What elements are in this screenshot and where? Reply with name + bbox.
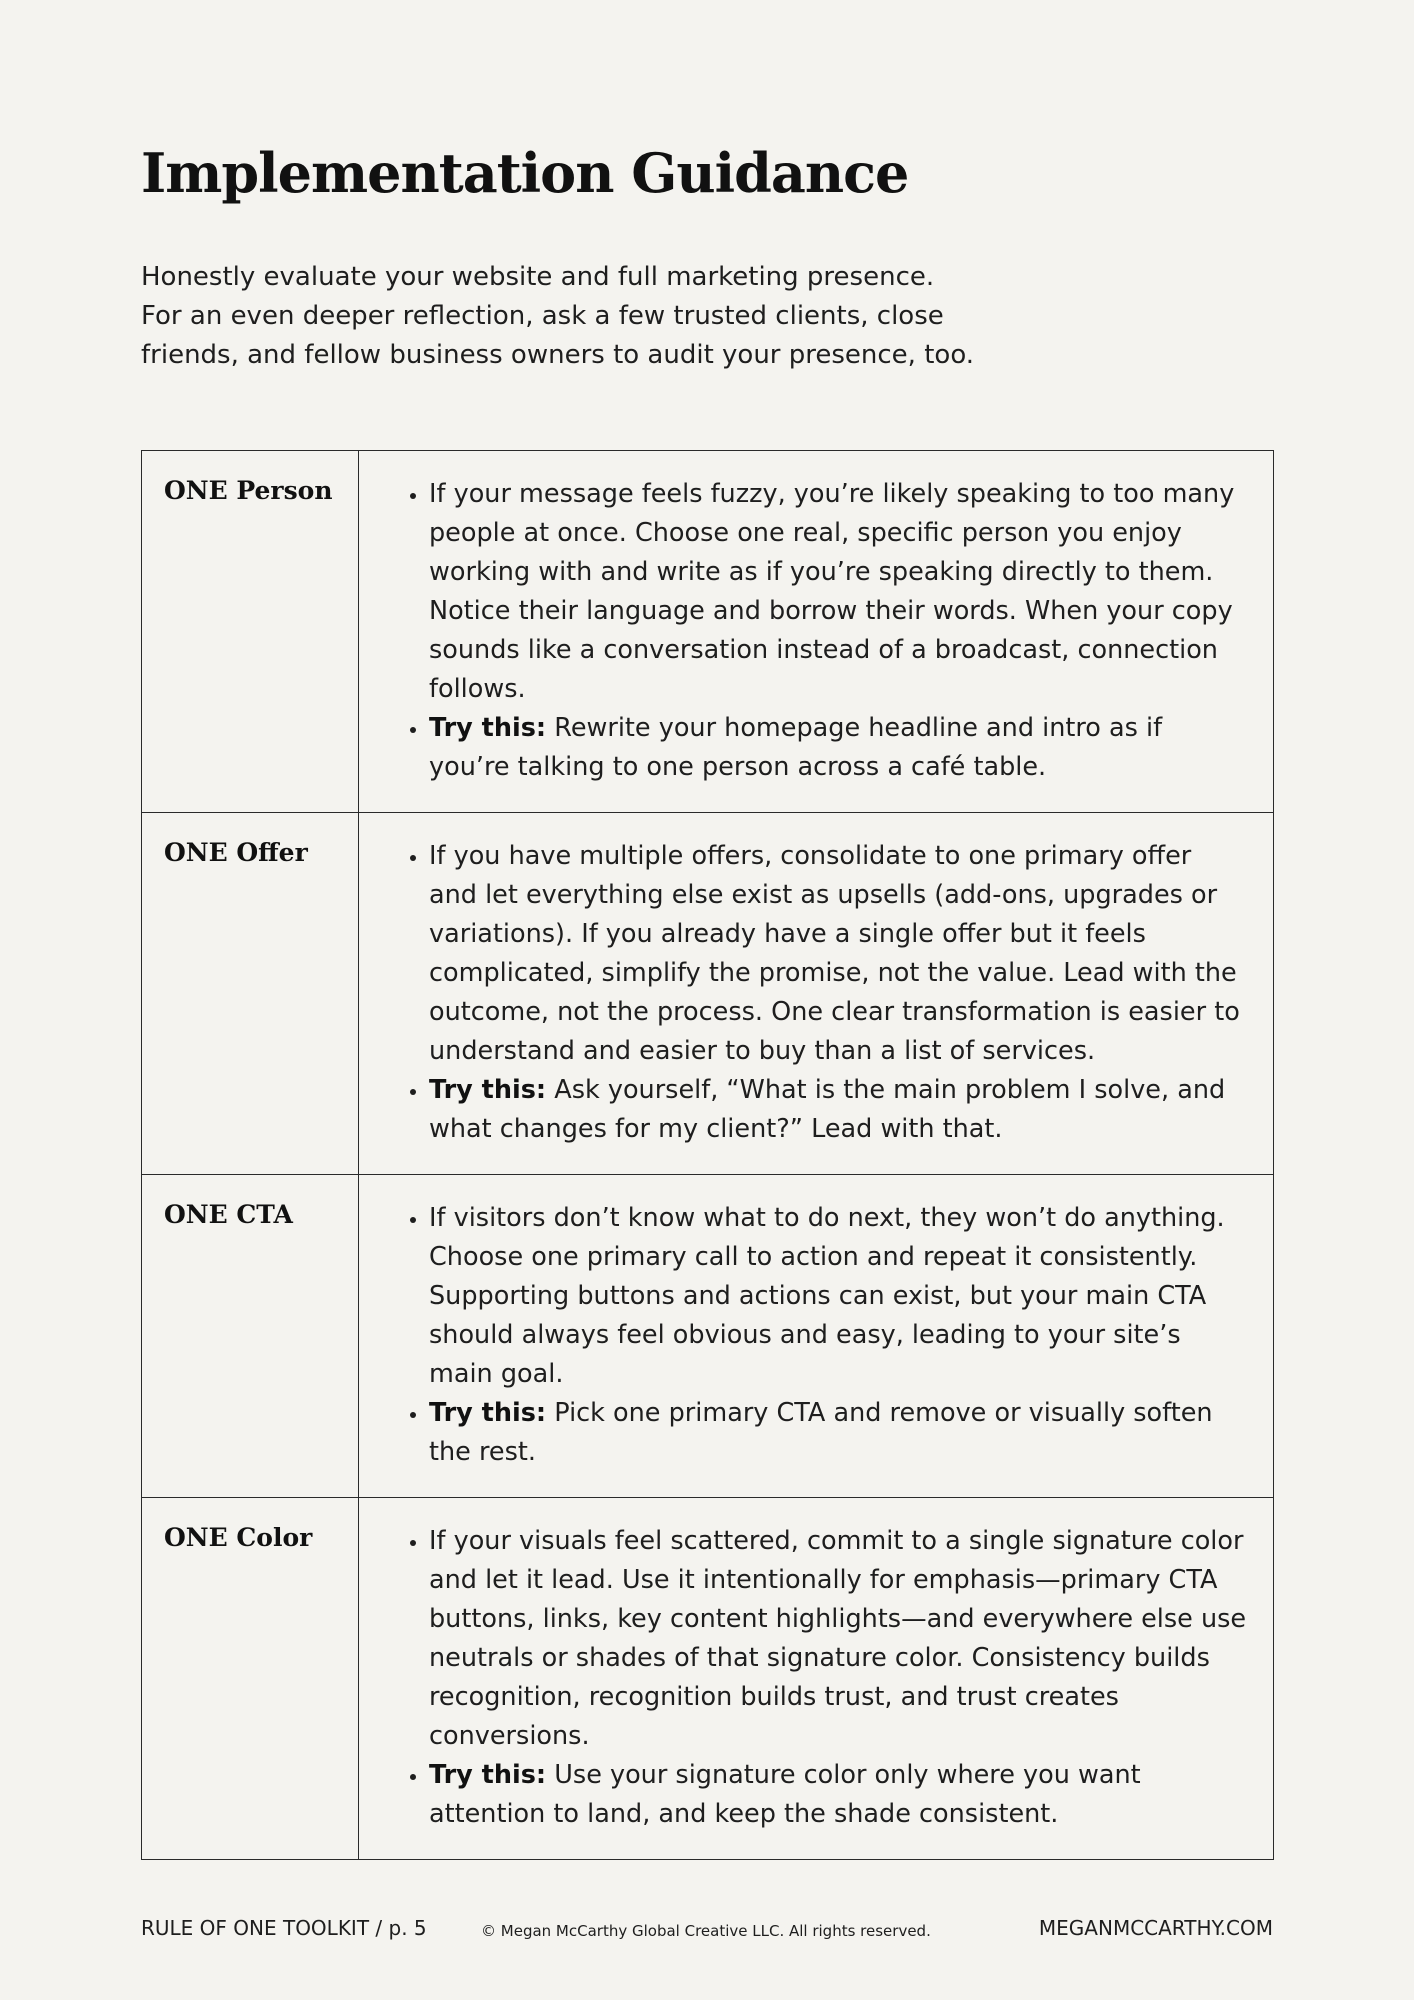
try-this-label: Try this: bbox=[429, 1075, 547, 1105]
try-this-label: Try this: bbox=[429, 1760, 547, 1790]
row-body bbox=[359, 1175, 1274, 1498]
row-label: ONE CTA bbox=[142, 1175, 359, 1498]
row-label: ONE Offer bbox=[142, 813, 359, 1175]
bullet-point: • If your visuals feel scattered, commit to a single signature color and let it lead. Use it intentionally for emphasis—primary CTA buttons, links, key content highlights—and everywhere else use neutrals or shades of that signature color. Consistency builds recognition, recognition builds trust, and trust creates conversions. bbox=[429, 1522, 1247, 1756]
try-this-point bbox=[429, 1756, 1247, 1834]
table-row bbox=[142, 813, 1274, 1175]
table-row bbox=[142, 1498, 1274, 1860]
row-body bbox=[359, 1498, 1274, 1860]
row-body bbox=[359, 813, 1274, 1175]
try-this-label: Try this: bbox=[429, 713, 547, 743]
bullet-list bbox=[359, 1522, 1247, 1834]
intro-line: For an even deeper reflection, ask a few trusted clients, close bbox=[141, 301, 944, 331]
try-this-point bbox=[429, 1394, 1247, 1472]
row-body bbox=[359, 451, 1274, 813]
bullet-point: • If visitors don’t know what to do next, they won’t do anything. Choose one primary call to action and repeat it consistently. Supporting buttons and actions can exist, but your main CTA should always feel obvious and easy, leading to your site’s main goal. bbox=[429, 1199, 1247, 1394]
try-this-text: Pick one primary CTA and remove or visually soften the rest. bbox=[429, 1398, 1213, 1467]
row-label: ONE Person bbox=[142, 451, 359, 813]
bullet-list bbox=[359, 1199, 1247, 1472]
bullet-list bbox=[359, 475, 1247, 787]
intro-line: friends, and fellow business owners to audit your presence, too. bbox=[141, 340, 975, 370]
row-label: ONE Color bbox=[142, 1498, 359, 1860]
footer-website-link[interactable]: MEGANMCCARTHY.COM bbox=[1038, 1916, 1273, 1940]
try-this-point bbox=[429, 709, 1247, 787]
bullet-list bbox=[359, 837, 1247, 1149]
table-row bbox=[142, 451, 1274, 813]
try-this-text: Use your signature color only where you want attention to land, and keep the shade consistent. bbox=[429, 1760, 1141, 1829]
try-this-point bbox=[429, 1071, 1247, 1149]
table-row bbox=[142, 1175, 1274, 1498]
intro-paragraph bbox=[141, 258, 1041, 375]
try-this-text: Rewrite your homepage headline and intro as if you’re talking to one person across a café table. bbox=[429, 713, 1163, 782]
footer-page-label: RULE OF ONE TOOLKIT / p. 5 bbox=[141, 1916, 427, 1940]
try-this-label: Try this: bbox=[429, 1398, 547, 1428]
bullet-point: • If you have multiple offers, consolidate to one primary offer and let everything else exist as upsells (add-ons, upgrades or variations). If you already have a single offer but it feels complicated, simplify the promise, not the value. Lead with the outcome, not the process. One clear transformation is easier to understand and easier to buy than a list of services. bbox=[429, 837, 1247, 1071]
try-this-text: Ask yourself, “What is the main problem I solve, and what changes for my client?” Lead with that. bbox=[429, 1075, 1226, 1144]
guidance-table bbox=[141, 450, 1274, 1860]
footer-copyright: © Megan McCarthy Global Creative LLC. All rights reserved. bbox=[481, 1922, 931, 1940]
intro-line: Honestly evaluate your website and full marketing presence. bbox=[141, 262, 935, 292]
page-title: Implementation Guidance bbox=[141, 141, 909, 205]
bullet-point: • If your message feels fuzzy, you’re likely speaking to too many people at once. Choose one real, specific person you enjoy working with and write as if you’re speaking directly to them. Notice their language and borrow their words. When your copy sounds like a conversation instead of a broadcast, connection follows. bbox=[429, 475, 1247, 709]
